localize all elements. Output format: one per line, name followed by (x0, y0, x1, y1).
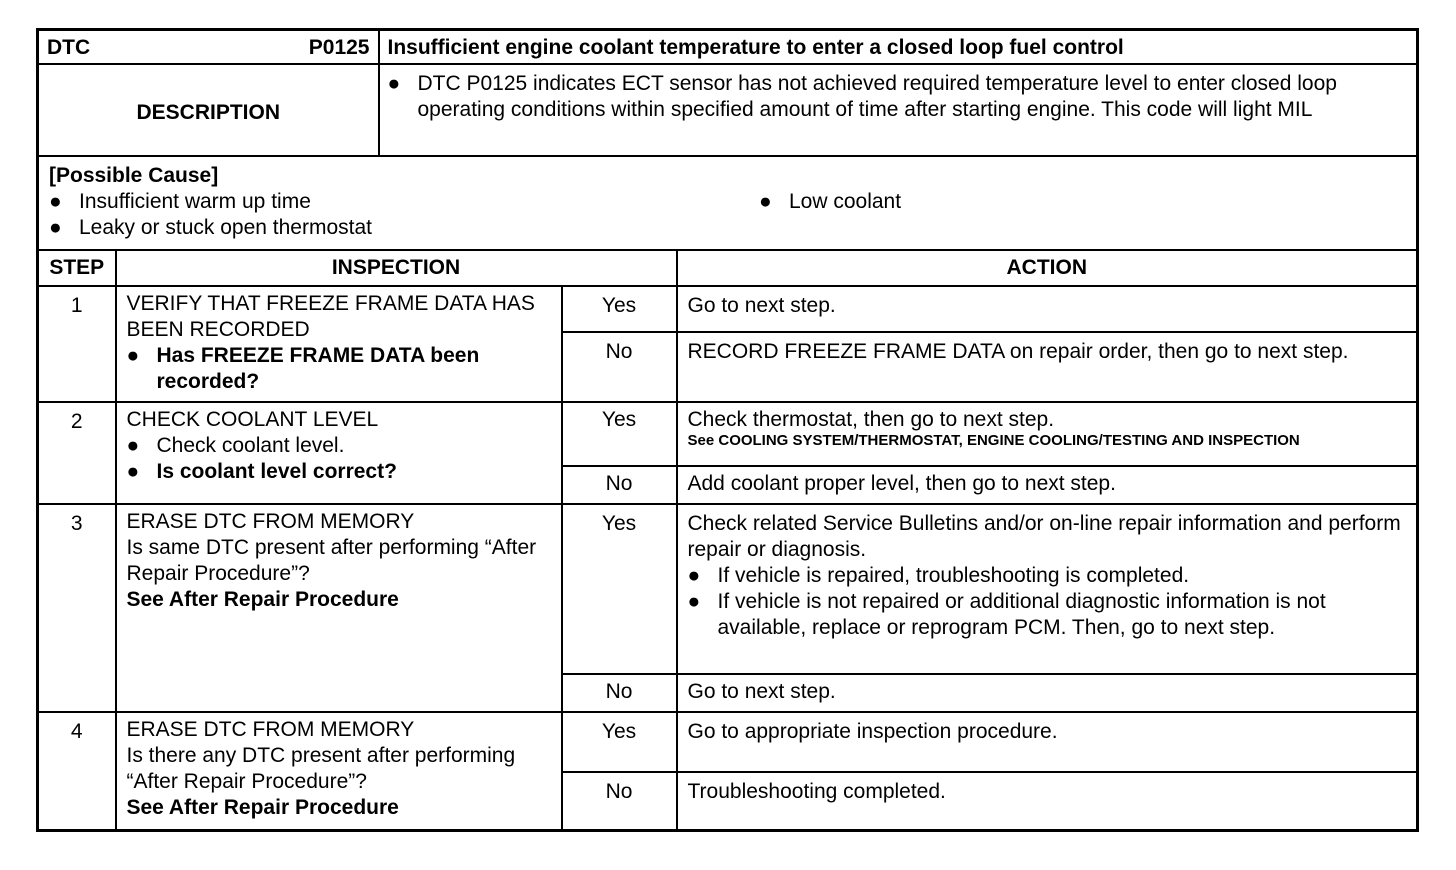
yes-action: Check thermostat, then go to next step. (687, 408, 1055, 431)
no-label: No (605, 680, 633, 703)
no-action: Troubleshooting completed. (687, 780, 946, 803)
bullet-icon: ● (387, 72, 401, 95)
yes-label: Yes (601, 720, 637, 743)
yes-label: Yes (601, 408, 637, 431)
dtc-table (36, 28, 1419, 832)
step-question: Is there any DTC present after performing “After Repair Procedure”? (126, 744, 516, 793)
bullet-icon: ● (759, 190, 772, 213)
inspection-column-header: INSPECTION (331, 256, 461, 279)
step-question: Is same DTC present after performing “After Repair Procedure”? (126, 536, 537, 585)
bullet-icon: ● (126, 434, 140, 457)
step-title: VERIFY THAT FREEZE FRAME DATA HAS BEEN RECORDED (126, 292, 535, 341)
description-text: DTC P0125 indicates ECT sensor has not achieved required temperature level to enter closed loop operating conditions within specified amount of time after starting engine. This code will light MIL (417, 72, 1337, 121)
dtc-code: P0125 (308, 36, 370, 59)
possible-cause-row (38, 156, 1418, 250)
yes-action: Go to appropriate inspection procedure. (687, 720, 1058, 743)
action-column-header: ACTION (1006, 256, 1088, 279)
yes-action-bullet: ● If vehicle is repaired, troubleshooting is completed. (687, 564, 1190, 587)
no-label: No (605, 780, 633, 803)
step-2-yes-row (38, 402, 1418, 466)
dtc-title: Insufficient engine coolant temperature to enter a closed loop fuel control (387, 36, 1124, 59)
dtc-sheet (36, 28, 1416, 832)
see-reference: See After Repair Procedure (126, 796, 399, 819)
bullet-icon: ● (687, 564, 701, 587)
possible-cause-title: [Possible Cause] (49, 164, 219, 187)
yes-reference: See COOLING SYSTEM/THERMOSTAT, ENGINE COOLING/TESTING AND INSPECTION (687, 432, 1300, 449)
step-title: CHECK COOLANT LEVEL (126, 408, 379, 431)
see-reference: See After Repair Procedure (126, 588, 399, 611)
no-label: No (605, 340, 633, 363)
step-number: 3 (70, 512, 83, 535)
cause-item: ● Leaky or stuck open thermostat (49, 216, 372, 239)
bullet-icon: ● (687, 590, 701, 613)
yes-label: Yes (601, 512, 637, 535)
step-number: 4 (70, 720, 83, 743)
step-number: 1 (70, 294, 83, 317)
cause-item: ● Low coolant (759, 190, 902, 213)
header-row (38, 30, 1418, 65)
step-question: ● Has FREEZE FRAME DATA been recorded? (126, 344, 480, 393)
description-label: DESCRIPTION (136, 101, 280, 124)
bullet-icon: ● (49, 216, 62, 239)
step-1-yes-row (38, 286, 1418, 332)
dtc-label: DTC (47, 36, 91, 59)
step-question: ● Is coolant level correct? (126, 460, 397, 483)
yes-label: Yes (601, 294, 637, 317)
cause-item: ● Insufficient warm up time (49, 190, 311, 213)
yes-action: Check related Service Bulletins and/or on-line repair information and perform repair or diagnosis. (687, 512, 1401, 561)
step-title: ERASE DTC FROM MEMORY (126, 510, 415, 533)
yes-action-bullet: ● If vehicle is not repaired or additional diagnostic information is not available, replace or reprogram PCM. Then, go to next step. (687, 590, 1326, 639)
bullet-icon: ● (126, 460, 140, 483)
step-number: 2 (70, 410, 83, 433)
description-row (38, 64, 1418, 156)
step-instruction: ● Check coolant level. (126, 434, 345, 457)
no-label: No (605, 472, 633, 495)
description-bullet (380, 65, 1417, 123)
bullet-icon: ● (126, 344, 140, 367)
column-header-row (38, 250, 1418, 286)
bullet-icon: ● (49, 190, 62, 213)
step-column-header: STEP (49, 256, 105, 279)
yes-action: Go to next step. (687, 294, 836, 317)
no-action: Go to next step. (687, 680, 836, 703)
no-action: Add coolant proper level, then go to next step. (687, 472, 1116, 495)
step-4-yes-row (38, 712, 1418, 772)
step-title: ERASE DTC FROM MEMORY (126, 718, 415, 741)
no-action: RECORD FREEZE FRAME DATA on repair order, then go to next step. (687, 340, 1349, 363)
step-3-yes-row (38, 504, 1418, 674)
